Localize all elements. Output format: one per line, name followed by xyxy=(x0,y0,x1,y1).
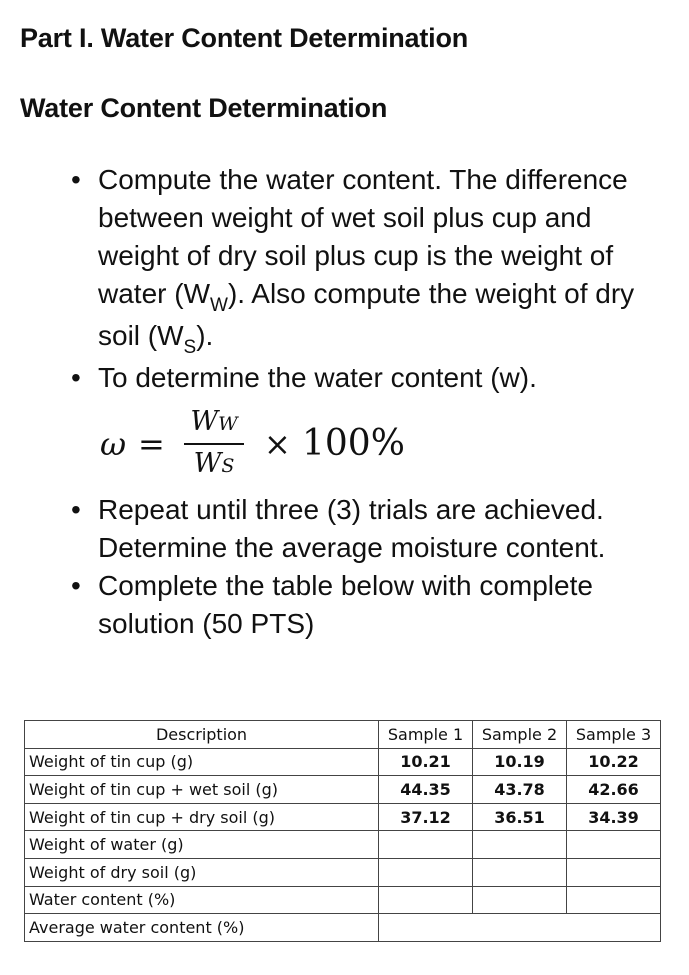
formula-omega: ω xyxy=(100,425,127,463)
cell-value: 44.35 xyxy=(379,776,473,804)
formula-equals: = xyxy=(138,425,165,463)
answer-cell xyxy=(567,831,661,859)
cell-value: 36.51 xyxy=(473,803,567,831)
answer-cell xyxy=(379,831,473,859)
ww-subscript: W xyxy=(210,295,228,316)
formula-hundred-percent: 100% xyxy=(302,423,405,464)
table-row-average xyxy=(25,914,661,942)
list-item-compute-end: ). xyxy=(196,320,214,351)
list-item-determine: • To determine the water content (w). xyxy=(98,359,678,397)
instruction-list-top xyxy=(98,161,678,397)
cell-value: 10.19 xyxy=(473,748,567,776)
answer-cell xyxy=(473,886,567,914)
fraction-bar xyxy=(184,443,244,445)
answer-cell xyxy=(567,858,661,886)
table-header-row xyxy=(25,721,661,749)
answer-cell xyxy=(473,858,567,886)
formula-numerator xyxy=(184,405,244,441)
formula-times: × xyxy=(264,425,291,463)
table-row xyxy=(25,803,661,831)
table-row xyxy=(25,748,661,776)
answer-cell xyxy=(567,886,661,914)
formula-denominator xyxy=(184,447,244,483)
cell-value: 37.12 xyxy=(379,803,473,831)
list-item-compute-text: Compute the water content. The difference between weight of wet soil plus cup and weight of dry soil plus cup is the weight of water (W xyxy=(98,164,628,309)
formula-den-sub: S xyxy=(221,455,235,477)
header-sample-3: Sample 3 xyxy=(567,721,661,749)
row-label: Average water content (%) xyxy=(25,914,379,942)
answer-cell xyxy=(379,858,473,886)
answer-cell xyxy=(379,886,473,914)
row-label: Weight of tin cup + wet soil (g) xyxy=(25,776,379,804)
section-heading: Water Content Determination xyxy=(20,93,388,123)
formula-num-symbol: W xyxy=(190,406,219,437)
list-item-compute xyxy=(98,161,678,359)
row-label: Weight of tin cup + dry soil (g) xyxy=(25,803,379,831)
list-item-complete: • Complete the table below with complete solution (50 PTS) xyxy=(98,567,678,643)
cell-value: 10.22 xyxy=(567,748,661,776)
page-title: Part I. Water Content Determination xyxy=(20,23,469,53)
list-item-repeat: • Repeat until three (3) trials are achieved. Determine the average moisture content. xyxy=(98,491,678,567)
table-row xyxy=(25,858,661,886)
answer-cell xyxy=(473,831,567,859)
row-label: Water content (%) xyxy=(25,886,379,914)
data-table xyxy=(24,720,661,942)
header-sample-2: Sample 2 xyxy=(473,721,567,749)
formula-den-symbol: W xyxy=(193,448,222,479)
row-label: Weight of water (g) xyxy=(25,831,379,859)
table-row xyxy=(25,886,661,914)
cell-value: 43.78 xyxy=(473,776,567,804)
average-answer-cell xyxy=(379,914,661,942)
instruction-list-bottom xyxy=(98,491,678,643)
formula-num-sub: W xyxy=(218,413,238,435)
table-row xyxy=(25,776,661,804)
row-label: Weight of tin cup (g) xyxy=(25,748,379,776)
table-row xyxy=(25,831,661,859)
row-label: Weight of dry soil (g) xyxy=(25,858,379,886)
formula-fraction xyxy=(184,405,244,483)
header-sample-1: Sample 1 xyxy=(379,721,473,749)
cell-value: 42.66 xyxy=(567,776,661,804)
cell-value: 34.39 xyxy=(567,803,661,831)
list-item-compute-mid: ). Also compute the weight of dry soil (W xyxy=(98,278,635,351)
cell-value: 10.21 xyxy=(379,748,473,776)
header-description: Description xyxy=(25,721,379,749)
ws-subscript: S xyxy=(183,337,197,358)
